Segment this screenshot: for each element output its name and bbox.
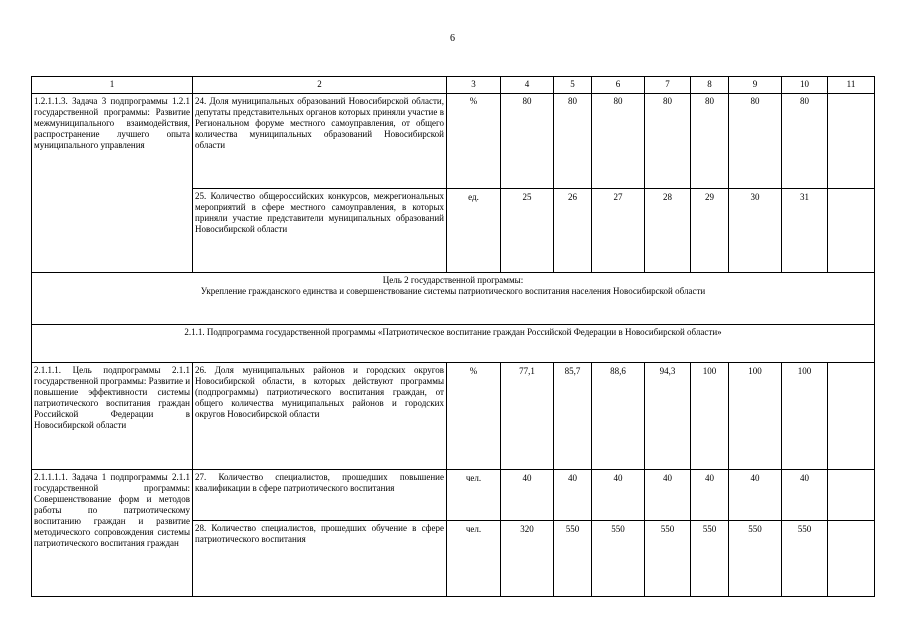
value-cell: 25 [501, 189, 554, 273]
subprogram-banner: 2.1.1. Подпрограмма государственной программы «Патриотическое воспитание граждан Российской Федерации в Новосибирской области» [32, 325, 875, 363]
value-cell: 80 [782, 94, 828, 189]
indicator-name: 24. Доля муниципальных образований Новосибирской области, депутаты представительных органов которых приняли участие в Региональном форуме местного самоуправления, от общего количества муниципальных образований Новосибирской области [193, 94, 447, 189]
table-row [32, 470, 875, 521]
value-cell [828, 521, 875, 597]
column-header: 7 [645, 77, 691, 94]
value-cell: 88,6 [592, 363, 645, 470]
value-cell: 550 [691, 521, 729, 597]
value-cell: 100 [782, 363, 828, 470]
column-header: 4 [501, 77, 554, 94]
unit-cell: % [447, 94, 501, 189]
goal-banner-row [32, 273, 875, 325]
column-header: 3 [447, 77, 501, 94]
value-cell: 100 [691, 363, 729, 470]
column-header: 10 [782, 77, 828, 94]
value-cell: 85,7 [554, 363, 592, 470]
value-cell [828, 94, 875, 189]
value-cell: 550 [592, 521, 645, 597]
value-cell: 40 [782, 470, 828, 521]
task-description: 1.2.1.1.3. Задача 3 подпрограммы 1.2.1 государственной программы: Развитие межмуниципального взаимодействия, распространение лучшего опыта муниципального управления [32, 94, 193, 273]
indicator-name: 26. Доля муниципальных районов и городских округов Новосибирской области, в которых действуют программы (подпрограммы) патриотического воспитания граждан, от общего количества муниципальных районов и городских округов Новосибирской области [193, 363, 447, 470]
value-cell: 100 [729, 363, 782, 470]
indicators-table [31, 76, 875, 597]
table-row [32, 363, 875, 470]
value-cell: 40 [645, 470, 691, 521]
task-description: 2.1.1.1. Цель подпрограммы 2.1.1 государственной программы: Развитие и повышение эффективности системы патриотического воспитания граждан Российской Федерации в Новосибирской области [32, 363, 193, 470]
unit-cell: ед. [447, 189, 501, 273]
value-cell: 550 [554, 521, 592, 597]
indicator-name: 27. Количество специалистов, прошедших повышение квалификации в сфере патриотического воспитания [193, 470, 447, 521]
column-header: 8 [691, 77, 729, 94]
column-header: 6 [592, 77, 645, 94]
value-cell: 80 [729, 94, 782, 189]
value-cell: 320 [501, 521, 554, 597]
value-cell: 80 [501, 94, 554, 189]
value-cell: 40 [501, 470, 554, 521]
column-header: 9 [729, 77, 782, 94]
value-cell: 29 [691, 189, 729, 273]
value-cell: 80 [645, 94, 691, 189]
value-cell: 94,3 [645, 363, 691, 470]
page-number: 6 [450, 33, 455, 44]
value-cell: 31 [782, 189, 828, 273]
value-cell: 550 [729, 521, 782, 597]
value-cell [828, 363, 875, 470]
goal-banner [32, 273, 875, 325]
goal-title: Цель 2 государственной программы: [382, 275, 524, 285]
column-header: 1 [32, 77, 193, 94]
column-header: 2 [193, 77, 447, 94]
table-header-row [32, 77, 875, 94]
value-cell: 550 [645, 521, 691, 597]
value-cell: 80 [592, 94, 645, 189]
value-cell: 80 [554, 94, 592, 189]
indicator-name: 25. Количество общероссийских конкурсов, межрегиональных мероприятий в сфере местного самоуправления, в которых приняли участие представители муниципальных образований Новосибирской области [193, 189, 447, 273]
column-header: 5 [554, 77, 592, 94]
unit-cell: чел. [447, 470, 501, 521]
value-cell: 77,1 [501, 363, 554, 470]
value-cell: 40 [691, 470, 729, 521]
indicator-name: 28. Количество специалистов, прошедших обучение в сфере патриотического воспитания [193, 521, 447, 597]
value-cell: 80 [691, 94, 729, 189]
value-cell [828, 470, 875, 521]
value-cell: 30 [729, 189, 782, 273]
subprogram-banner-row [32, 325, 875, 363]
value-cell: 27 [592, 189, 645, 273]
unit-cell: % [447, 363, 501, 470]
value-cell: 40 [592, 470, 645, 521]
column-header: 11 [828, 77, 875, 94]
task-description: 2.1.1.1.1. Задача 1 подпрограммы 2.1.1 государственной программы: Совершенствование форм и методов работы по патриотическому воспитанию граждан и развитие методического сопровождения системы патриотического воспитания граждан [32, 470, 193, 597]
value-cell [828, 189, 875, 273]
table-row [32, 94, 875, 189]
goal-description: Укрепление гражданского единства и совершенствование системы патриотического воспитания населения Новосибирской области [200, 286, 706, 296]
value-cell: 40 [729, 470, 782, 521]
value-cell: 550 [782, 521, 828, 597]
value-cell: 40 [554, 470, 592, 521]
value-cell: 28 [645, 189, 691, 273]
value-cell: 26 [554, 189, 592, 273]
unit-cell: чел. [447, 521, 501, 597]
